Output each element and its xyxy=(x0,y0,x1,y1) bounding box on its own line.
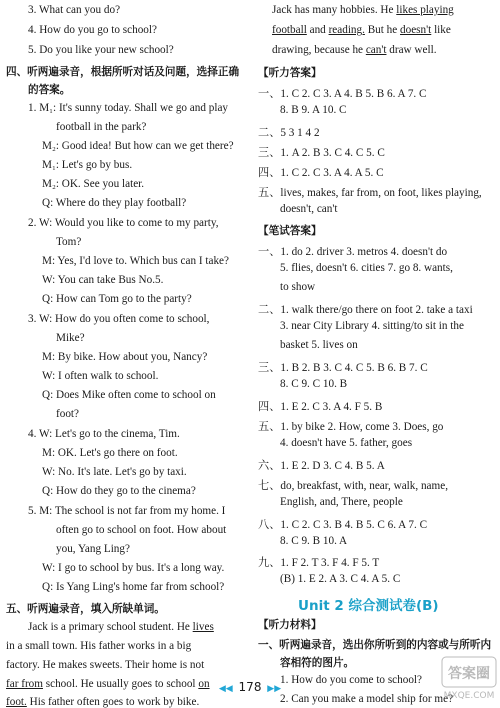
watermark-text: 答案圈 xyxy=(448,666,490,682)
dialog-5-question: Q: Is Yang Ling's home far from school? xyxy=(42,581,225,593)
dialog-3-line: W: I often walk to school. xyxy=(42,370,159,382)
section-1-heading: 一、听两遍录音，选出你所听到的内容或与所听内 xyxy=(258,639,492,651)
dialog-2-line: 2. W: Would you like to come to my party, xyxy=(28,217,219,229)
page-number: 178 xyxy=(238,680,262,694)
question-4: 4. How do you go to school? xyxy=(28,24,157,36)
dialog-1-line: football in the park? xyxy=(56,121,147,133)
question-3: 3. What can you do? xyxy=(28,4,121,16)
dialog-5-line: 5. M: The school is not far from my home. I xyxy=(28,505,226,517)
watermark-logo-icon xyxy=(440,655,498,703)
answer-line: 九、1. F 2. T 3. F 4. F 5. T xyxy=(258,557,380,569)
dialog-1-line: 1. M₁: It's sunny today. Shall we go and play xyxy=(28,102,229,114)
section-5-heading: 五、听两遍录音，填入所缺单词。 xyxy=(6,603,165,615)
answer-line: 四、1. C 2. C 3. A 4. A 5. C xyxy=(258,167,384,179)
dialog-2-question: Q: How can Tom go to the party? xyxy=(42,293,192,305)
answer-line: 一、1. C 2. C 3. A 4. B 5. B 6. A 7. C xyxy=(258,88,427,100)
dialog-4-question: Q: How do they go to the cinema? xyxy=(42,485,196,497)
dialog-1-line: M₂: OK. See you later. xyxy=(42,178,145,190)
script-line: 2. Can you make a model ship for me? xyxy=(280,693,454,705)
answer-line: 一、1. do 2. driver 3. metros 4. doesn't do xyxy=(258,246,448,258)
section-4-heading: 四、听两遍录音，根据所听对话及问题，选择正确 xyxy=(6,66,240,78)
dialog-3-line: 3. W: How do you often come to school, xyxy=(28,313,210,325)
dialog-4-line: W: No. It's late. Let's go by taxi. xyxy=(42,466,187,478)
dialog-4-line: M: OK. Let's go there on foot. xyxy=(42,447,178,459)
dialog-2-line: Tom? xyxy=(56,236,82,248)
script-line: 1. How do you come to school? xyxy=(280,674,422,686)
answer-blank: foot. xyxy=(6,696,27,708)
dialog-5-line: often go to school on foot. How about xyxy=(56,524,227,536)
answer-blank: doesn't xyxy=(400,24,432,36)
answer-line: 七、do, breakfast, with, near, walk, name, xyxy=(258,480,448,492)
written-answers-heading: 【笔试答案】 xyxy=(258,225,322,237)
answer-line: 八、1. C 2. C 3. B 4. B 5. C 6. A 7. C xyxy=(258,519,428,531)
answer-line: 二、1. walk there/go there on foot 2. take a taxi xyxy=(258,304,473,316)
answer-line: 8. C 9. B 10. A xyxy=(280,535,348,547)
passage-line: in a small town. His father works in a big xyxy=(6,640,192,652)
answer-line: 8. C 9. C 10. B xyxy=(280,378,348,390)
answer-line: English, and, There, people xyxy=(280,496,403,508)
dialog-1-line: M₁: Let's go by bus. xyxy=(42,159,133,171)
answer-line: 三、1. A 2. B 3. C 4. C 5. C xyxy=(258,147,385,159)
answer-blank: football xyxy=(272,24,307,36)
answer-line: 3. near City Library 4. sitting/to sit in the xyxy=(280,320,464,332)
question-5: 5. Do you like your new school? xyxy=(28,44,174,56)
dialog-2-line: W: You can take Bus No.5. xyxy=(42,274,164,286)
answer-line: 5. flies, doesn't 6. cities 7. go 8. wants, xyxy=(280,262,453,274)
dialog-1-line: M₂: Good idea! But how can we get there? xyxy=(42,140,234,152)
dialog-3-line: M: By bike. How about you, Nancy? xyxy=(42,351,208,363)
dialog-5-line: you, Yang Ling? xyxy=(56,543,130,555)
dialog-3-question-cont: foot? xyxy=(56,408,79,420)
dialog-3-line: Mike? xyxy=(56,332,85,344)
passage-line: Jack has many hobbies. He likes playing xyxy=(272,4,454,16)
answer-line: doesn't, can't xyxy=(280,203,338,215)
passage-line: factory. He makes sweets. Their home is not xyxy=(6,659,205,671)
dialog-3-question: Q: Does Mike often come to school on xyxy=(42,389,216,401)
passage-line: Jack is a primary school student. He lives xyxy=(28,621,214,633)
passage-line: football and reading. But he doesn't like xyxy=(272,24,451,36)
answer-blank: far from xyxy=(6,678,43,690)
answer-line: basket 5. lives on xyxy=(280,339,358,351)
dialog-1-question: Q: Where do they play football? xyxy=(42,197,187,209)
answer-line: 四、1. E 2. C 3. A 4. F 5. B xyxy=(258,401,383,413)
answer-line: to show xyxy=(280,281,316,293)
answer-line: 三、1. B 2. B 3. C 4. C 5. B 6. B 7. C xyxy=(258,362,428,374)
listening-material-heading: 【听力材料】 xyxy=(258,619,322,631)
answer-line: 二、5 3 1 4 2 xyxy=(258,127,320,139)
answer-line: 六、1. E 2. D 3. C 4. B 5. A xyxy=(258,460,385,472)
dialog-2-line: M: Yes, I'd love to. Which bus can I take? xyxy=(42,255,229,267)
passage-line: far from school. He usually goes to school on xyxy=(6,678,210,690)
answer-blank: lives xyxy=(192,621,214,633)
answer-line: 4. doesn't have 5. father, goes xyxy=(280,437,413,449)
answer-line: (B) 1. E 2. A 3. C 4. A 5. C xyxy=(280,573,401,585)
listening-answers-heading: 【听力答案】 xyxy=(258,67,322,79)
section-4-heading-cont: 的答案。 xyxy=(28,84,71,96)
passage-line: foot. His father often goes to work by bike. xyxy=(6,696,200,708)
answer-blank: reading. xyxy=(328,24,365,36)
section-1-heading-cont: 容相符的图片。 xyxy=(280,657,355,669)
prev-arrow-icon: ◀◀ xyxy=(218,684,233,694)
unit-title: Unit 2 综合测试卷(B) xyxy=(298,598,439,614)
passage-line: drawing, because he can't draw well. xyxy=(272,44,437,56)
dialog-5-line: W: I go to school by bus. It's a long way. xyxy=(42,562,225,574)
page-footer xyxy=(0,680,500,694)
answer-line: 五、1. by bike 2. How, come 3. Does, go xyxy=(258,421,444,433)
answer-line: 8. B 9. A 10. C xyxy=(280,104,347,116)
answer-blank: likes playing xyxy=(396,4,454,16)
answer-blank: on xyxy=(198,678,210,690)
answer-line: 五、lives, makes, far from, on foot, likes playing, xyxy=(258,187,482,199)
watermark-url: MXQE.COM xyxy=(443,691,495,701)
answer-blank: can't xyxy=(365,44,387,56)
next-arrow-icon: ▶▶ xyxy=(267,684,282,694)
dialog-4-line: 4. W: Let's go to the cinema, Tim. xyxy=(28,428,180,440)
